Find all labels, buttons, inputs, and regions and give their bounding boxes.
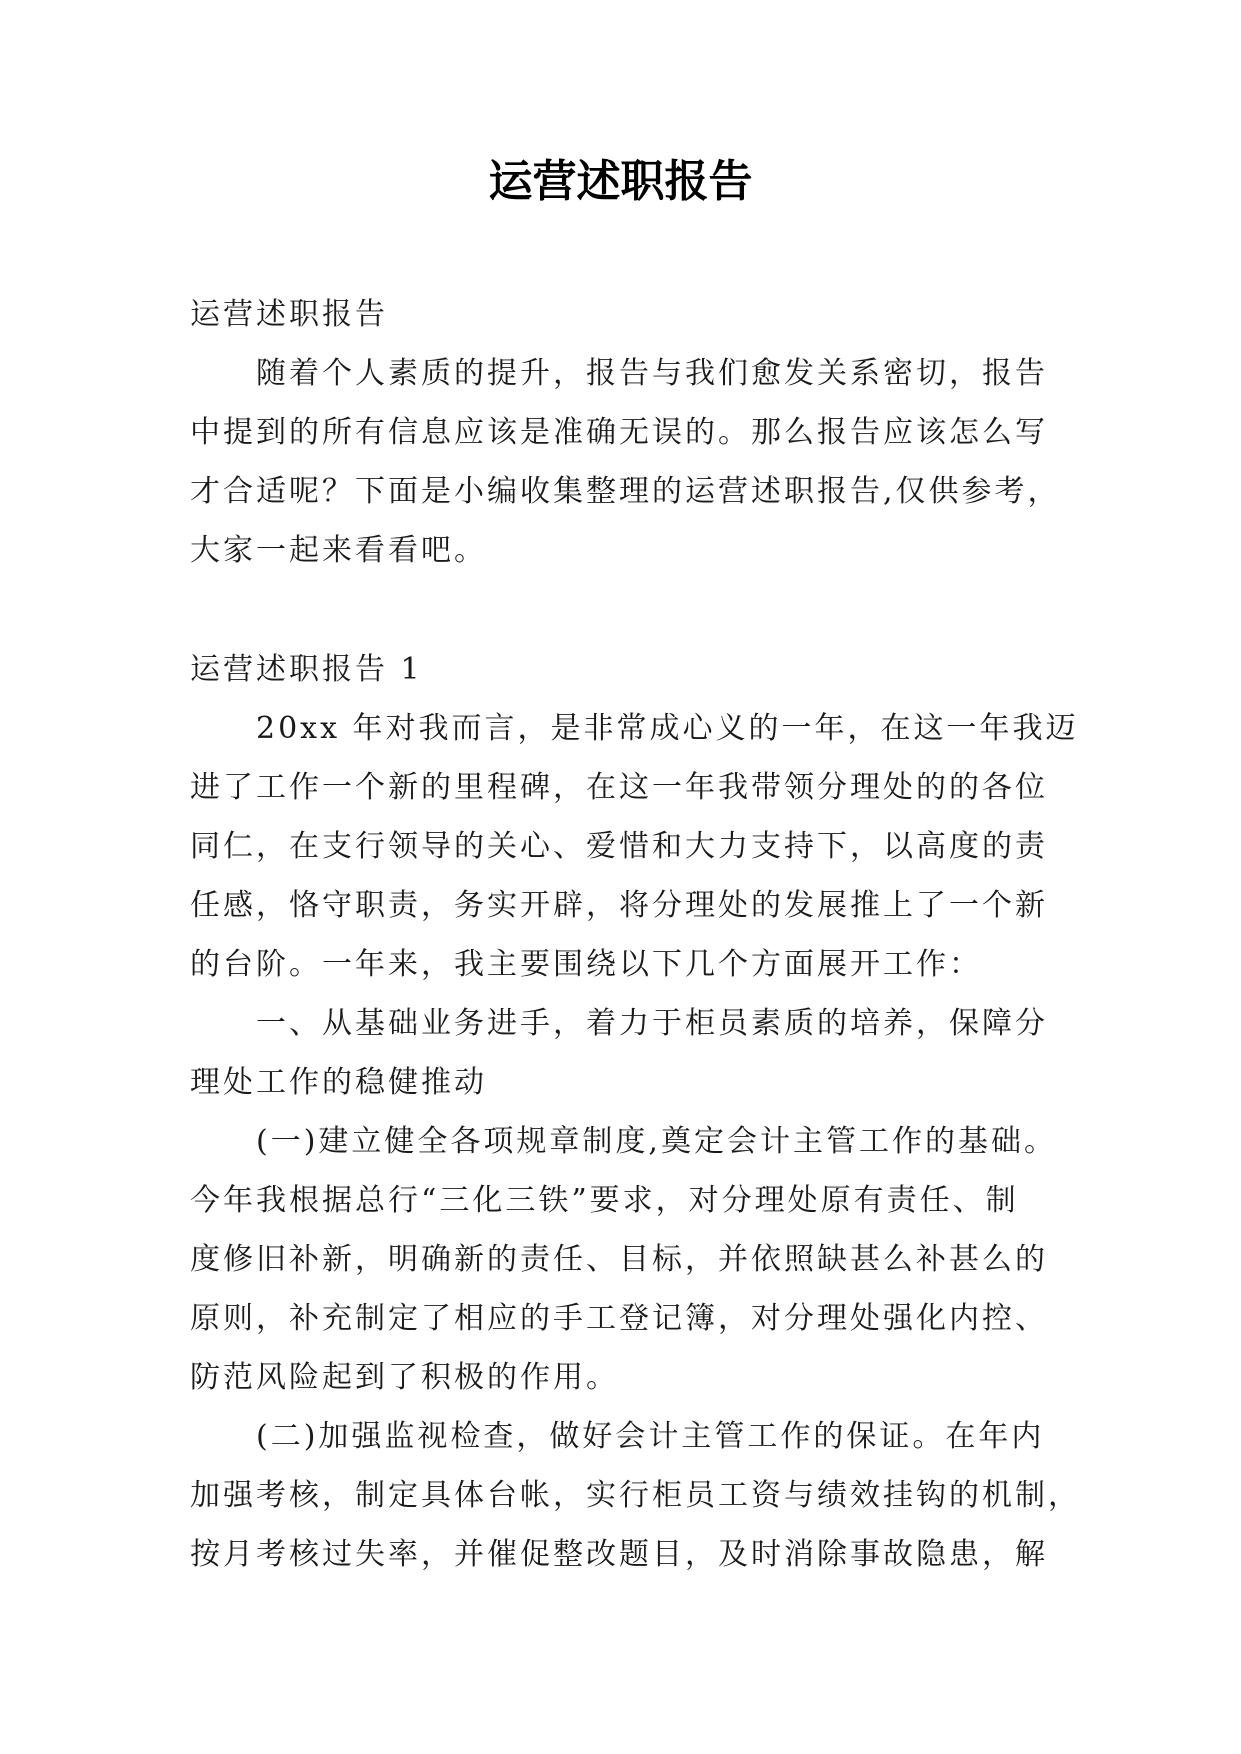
- paragraph-line: 中提到的所有信息应该是准确无误的。那么报告应该怎么写: [190, 415, 1048, 450]
- paragraph-line: 度修旧补新，明确新的责任、目标，并依照缺甚么补甚么的: [190, 1242, 1048, 1277]
- intro-paragraph: [190, 344, 1068, 580]
- paragraph-line: 才合适呢？下面是小编收集整理的运营述职报告,仅供参考，: [190, 474, 1061, 509]
- paragraph-line: 按月考核过失率，并催促整改题目，及时消除事故隐患，解: [190, 1537, 1048, 1572]
- paragraph-line: 今年我根据总行“三化三铁”要求，对分理处原有责任、制: [190, 1183, 1019, 1218]
- document-title: 运营述职报告: [488, 156, 753, 207]
- section-heading: 运营述职报告 1: [190, 652, 423, 687]
- paragraph-line: 一、从基础业务进手，着力于柜员素质的培养，保障分: [256, 1006, 1048, 1041]
- paragraph-line: (二)加强监视检查，做好会计主管工作的保证。在年内: [256, 1419, 1045, 1454]
- paragraph-line: 的台阶。一年来，我主要围绕以下几个方面展开工作：: [190, 947, 982, 982]
- section1-paragraph-1: [190, 699, 1079, 994]
- paragraph-line: (一)建立健全各项规章制度,奠定会计主管工作的基础。: [256, 1124, 1057, 1159]
- paragraph-line: 大家一起来看看吧。: [190, 533, 487, 568]
- section1-paragraph-3: [190, 1112, 1068, 1407]
- paragraph-gap: [190, 580, 1068, 640]
- paragraph-line: 20xx 年对我而言，是非常成心义的一年，在这一年我迈: [256, 711, 1079, 746]
- paragraph-line: 原则，补充制定了相应的手工登记簿，对分理处强化内控、: [190, 1301, 1048, 1336]
- document-body: [190, 285, 1081, 1584]
- paragraph-line: 随着个人素质的提升，报告与我们愈发关系密切，报告: [256, 356, 1048, 391]
- paragraph-line: 任感，恪守职责，务实开辟，将分理处的发展推上了一个新: [190, 888, 1048, 923]
- paragraph-line: 同仁，在支行领导的关心、爱惜和大力支持下，以高度的责: [190, 829, 1048, 864]
- paragraph-line: 加强考核，制定具体台帐，实行柜员工资与绩效挂钩的机制，: [190, 1478, 1081, 1513]
- intro-heading: 运营述职报告: [190, 297, 388, 332]
- paragraph-line: 进了工作一个新的里程碑，在这一年我带领分理处的的各位: [190, 770, 1048, 805]
- paragraph-line: 理处工作的稳健推动: [190, 1065, 487, 1100]
- section1-paragraph-2: [190, 994, 1068, 1112]
- paragraph-line: 防范风险起到了积极的作用。: [190, 1360, 619, 1395]
- section1-paragraph-4: [190, 1407, 1081, 1584]
